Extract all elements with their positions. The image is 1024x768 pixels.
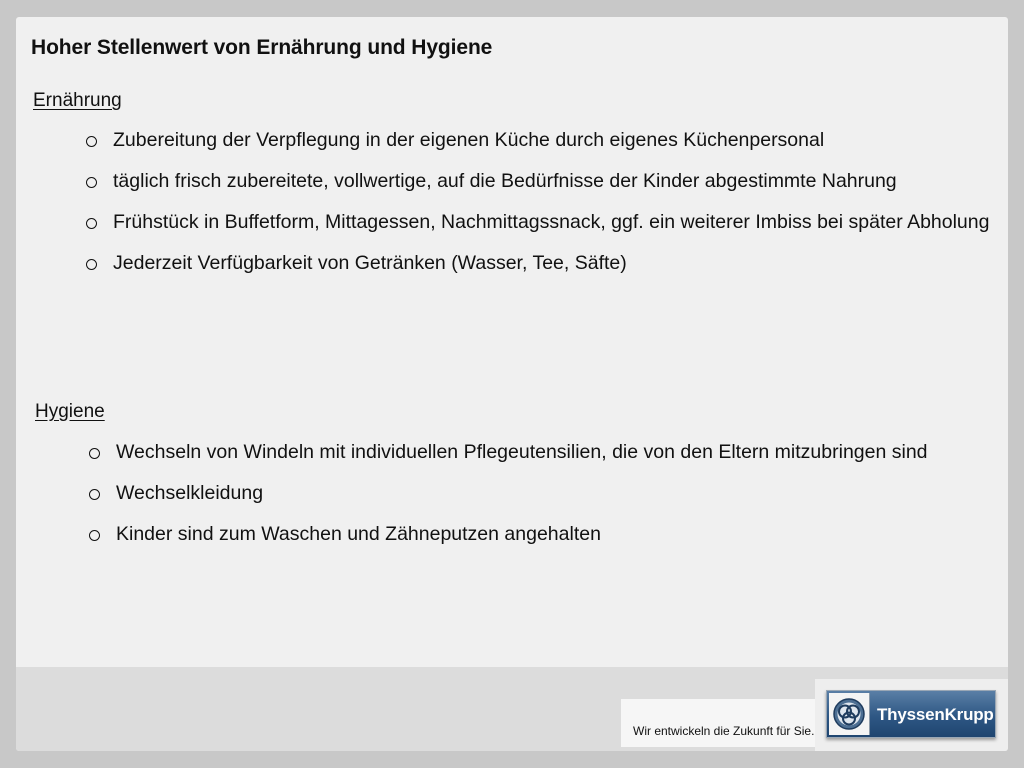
section-heading-hygiene: Hygiene (35, 401, 105, 422)
circle-bullet-icon (86, 136, 97, 147)
circle-bullet-icon (86, 177, 97, 188)
list-item: Jederzeit Verfügbarkeit von Getränken (Wasser, Tee, Säfte) (86, 250, 991, 277)
bullet-list-ernaehrung (86, 127, 991, 291)
section-heading-ernaehrung: Ernährung (33, 90, 122, 111)
circle-bullet-icon (86, 259, 97, 270)
footer-tagline: Wir entwickeln die Zukunft für Sie. (633, 724, 815, 738)
slide (16, 17, 1008, 751)
thyssenkrupp-rings-icon (829, 693, 870, 735)
logo-area (815, 679, 1008, 751)
circle-bullet-icon (86, 218, 97, 229)
bullet-list-hygiene (89, 439, 949, 562)
circle-bullet-icon (89, 530, 100, 541)
list-item: Wechseln von Windeln mit individuellen Pflegeutensilien, die von den Eltern mitzubringen sind (89, 439, 949, 466)
list-item: täglich frisch zubereitete, vollwertige, auf die Bedürfnisse der Kinder abgestimmte Nahrung (86, 168, 991, 195)
list-item: Wechselkleidung (89, 480, 949, 507)
thyssenkrupp-logo (826, 690, 996, 738)
slide-title: Hoher Stellenwert von Ernährung und Hygiene (31, 36, 493, 59)
logo-text: ThyssenKrupp (877, 705, 994, 724)
circle-bullet-icon (89, 489, 100, 500)
list-item: Frühstück in Buffetform, Mittagessen, Nachmittagssnack, ggf. ein weiterer Imbiss bei später Abholung (86, 209, 991, 236)
circle-bullet-icon (89, 448, 100, 459)
list-item: Kinder sind zum Waschen und Zähneputzen angehalten (89, 521, 949, 548)
list-item: Zubereitung der Verpflegung in der eigenen Küche durch eigenes Küchenpersonal (86, 127, 991, 154)
